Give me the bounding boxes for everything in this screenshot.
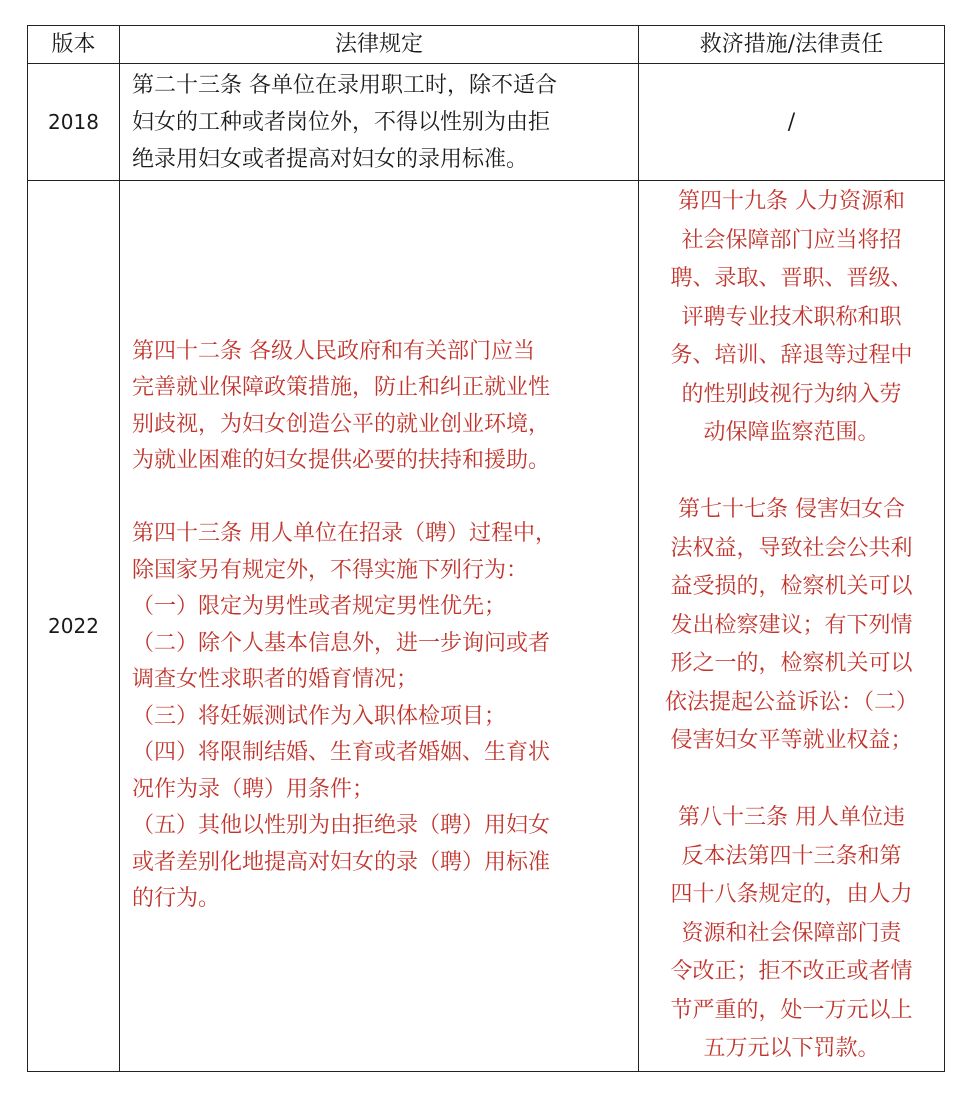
paragraph-gap (132, 480, 626, 517)
header-version: 版本 (28, 26, 120, 64)
paragraph-gap (645, 761, 938, 800)
remedy-line: 侵害妇女平等就业权益； (670, 728, 913, 753)
remedy-line: 第八十三条 用人单位违 (678, 805, 905, 830)
version-cell-2022: 2022 (28, 181, 120, 1072)
law-line: 调查女性求职者的婚育情况； (132, 667, 419, 693)
law-line: 第四十二条 各级人民政府和有关部门应当 (132, 338, 535, 364)
remedy-line: 评聘专业技术职称和职 (681, 304, 902, 330)
law-line: （一）限定为男性或者规定男性优先； (132, 594, 507, 620)
law-line: 况作为录（聘）用条件； (132, 776, 375, 802)
remedy-line: 节严重的，处一万元以上 (670, 997, 913, 1023)
law-line: 的行为。 (132, 886, 221, 912)
law-comparison-table (27, 25, 945, 1072)
law-line: 除国家另有规定外，不得实施下列行为： (132, 557, 529, 583)
law-line: 完善就业保障政策措施，防止和纠正就业性 (132, 375, 551, 401)
article-49 (645, 183, 938, 453)
article-42 (132, 334, 626, 480)
law-line: 或者差别化地提高对妇女的录（聘）用标准 (132, 849, 551, 875)
law-cell-2018 (120, 64, 639, 181)
remedy-line: 益受损的，检察机关可以 (670, 574, 913, 599)
remedy-line: 资源和社会保障部门责 (681, 920, 902, 946)
remedy-line: 社会保障部门应当将招 (681, 227, 902, 253)
remedy-line: 务、培训、辞退等过程中 (670, 343, 913, 368)
remedy-line: 第四十九条 人力资源和 (678, 189, 905, 214)
remedy-line: 依法提起公益诉讼：（二） (664, 689, 918, 715)
remedy-line: 四十八条规定的，由人力 (670, 882, 913, 907)
law-line: （五）其他以性别为由拒绝录（聘）用妇女 (132, 813, 551, 839)
law-cell-2022 (120, 181, 639, 1072)
law-line: 妇女的工种或者岗位外，不得以性别为由拒 (132, 110, 551, 135)
header-row (28, 26, 945, 64)
law-line: 别歧视，为妇女创造公平的就业创业环境， (132, 411, 551, 437)
remedy-line: 法权益，导致社会公共利 (670, 535, 913, 561)
law-line: （四）将限制结婚、生育或者婚姻、生育状 (132, 740, 551, 766)
law-line: 绝录用妇女或者提高对妇女的录用标准。 (132, 147, 529, 172)
law-line: 第四十三条 用人单位在招录（聘）过程中， (132, 521, 557, 547)
article-83 (645, 799, 938, 1069)
law-line: （三）将妊娠测试作为入职体检项目； (132, 703, 507, 729)
remedy-line: 动保障监察范围。 (703, 420, 880, 445)
remedy-line: 反本法第四十三条和第 (681, 843, 902, 869)
remedy-line: 的性别歧视行为纳入劳 (681, 381, 902, 407)
table-row-2022 (28, 181, 945, 1072)
table-row-2018 (28, 64, 945, 181)
remedy-line: 第七十七条 侵害妇女合 (678, 497, 905, 522)
remedy-line: 形之一的，检察机关可以 (670, 651, 913, 676)
article-77 (645, 491, 938, 761)
remedy-line: 五万元以下罚款。 (703, 1036, 880, 1061)
remedy-line: 发出检察建议；有下列情 (670, 612, 913, 638)
law-line: 为就业困难的妇女提供必要的扶持和援助。 (132, 448, 551, 474)
law-line: 第二十三条 各单位在录用职工时，除不适合 (132, 73, 557, 98)
version-cell-2018: 2018 (28, 64, 120, 181)
paragraph-gap (645, 453, 938, 492)
remedy-cell-2022 (639, 181, 945, 1072)
header-law: 法律规定 (120, 26, 639, 64)
remedy-line: 令改正；拒不改正或者情 (670, 959, 913, 984)
header-remedy: 救济措施/法律责任 (639, 26, 945, 64)
remedy-line: 聘、录取、晋职、晋级、 (670, 266, 913, 291)
remedy-cell-2018: / (639, 64, 945, 181)
article-43 (132, 516, 626, 918)
law-line: （二）除个人基本信息外，进一步询问或者 (132, 630, 551, 656)
